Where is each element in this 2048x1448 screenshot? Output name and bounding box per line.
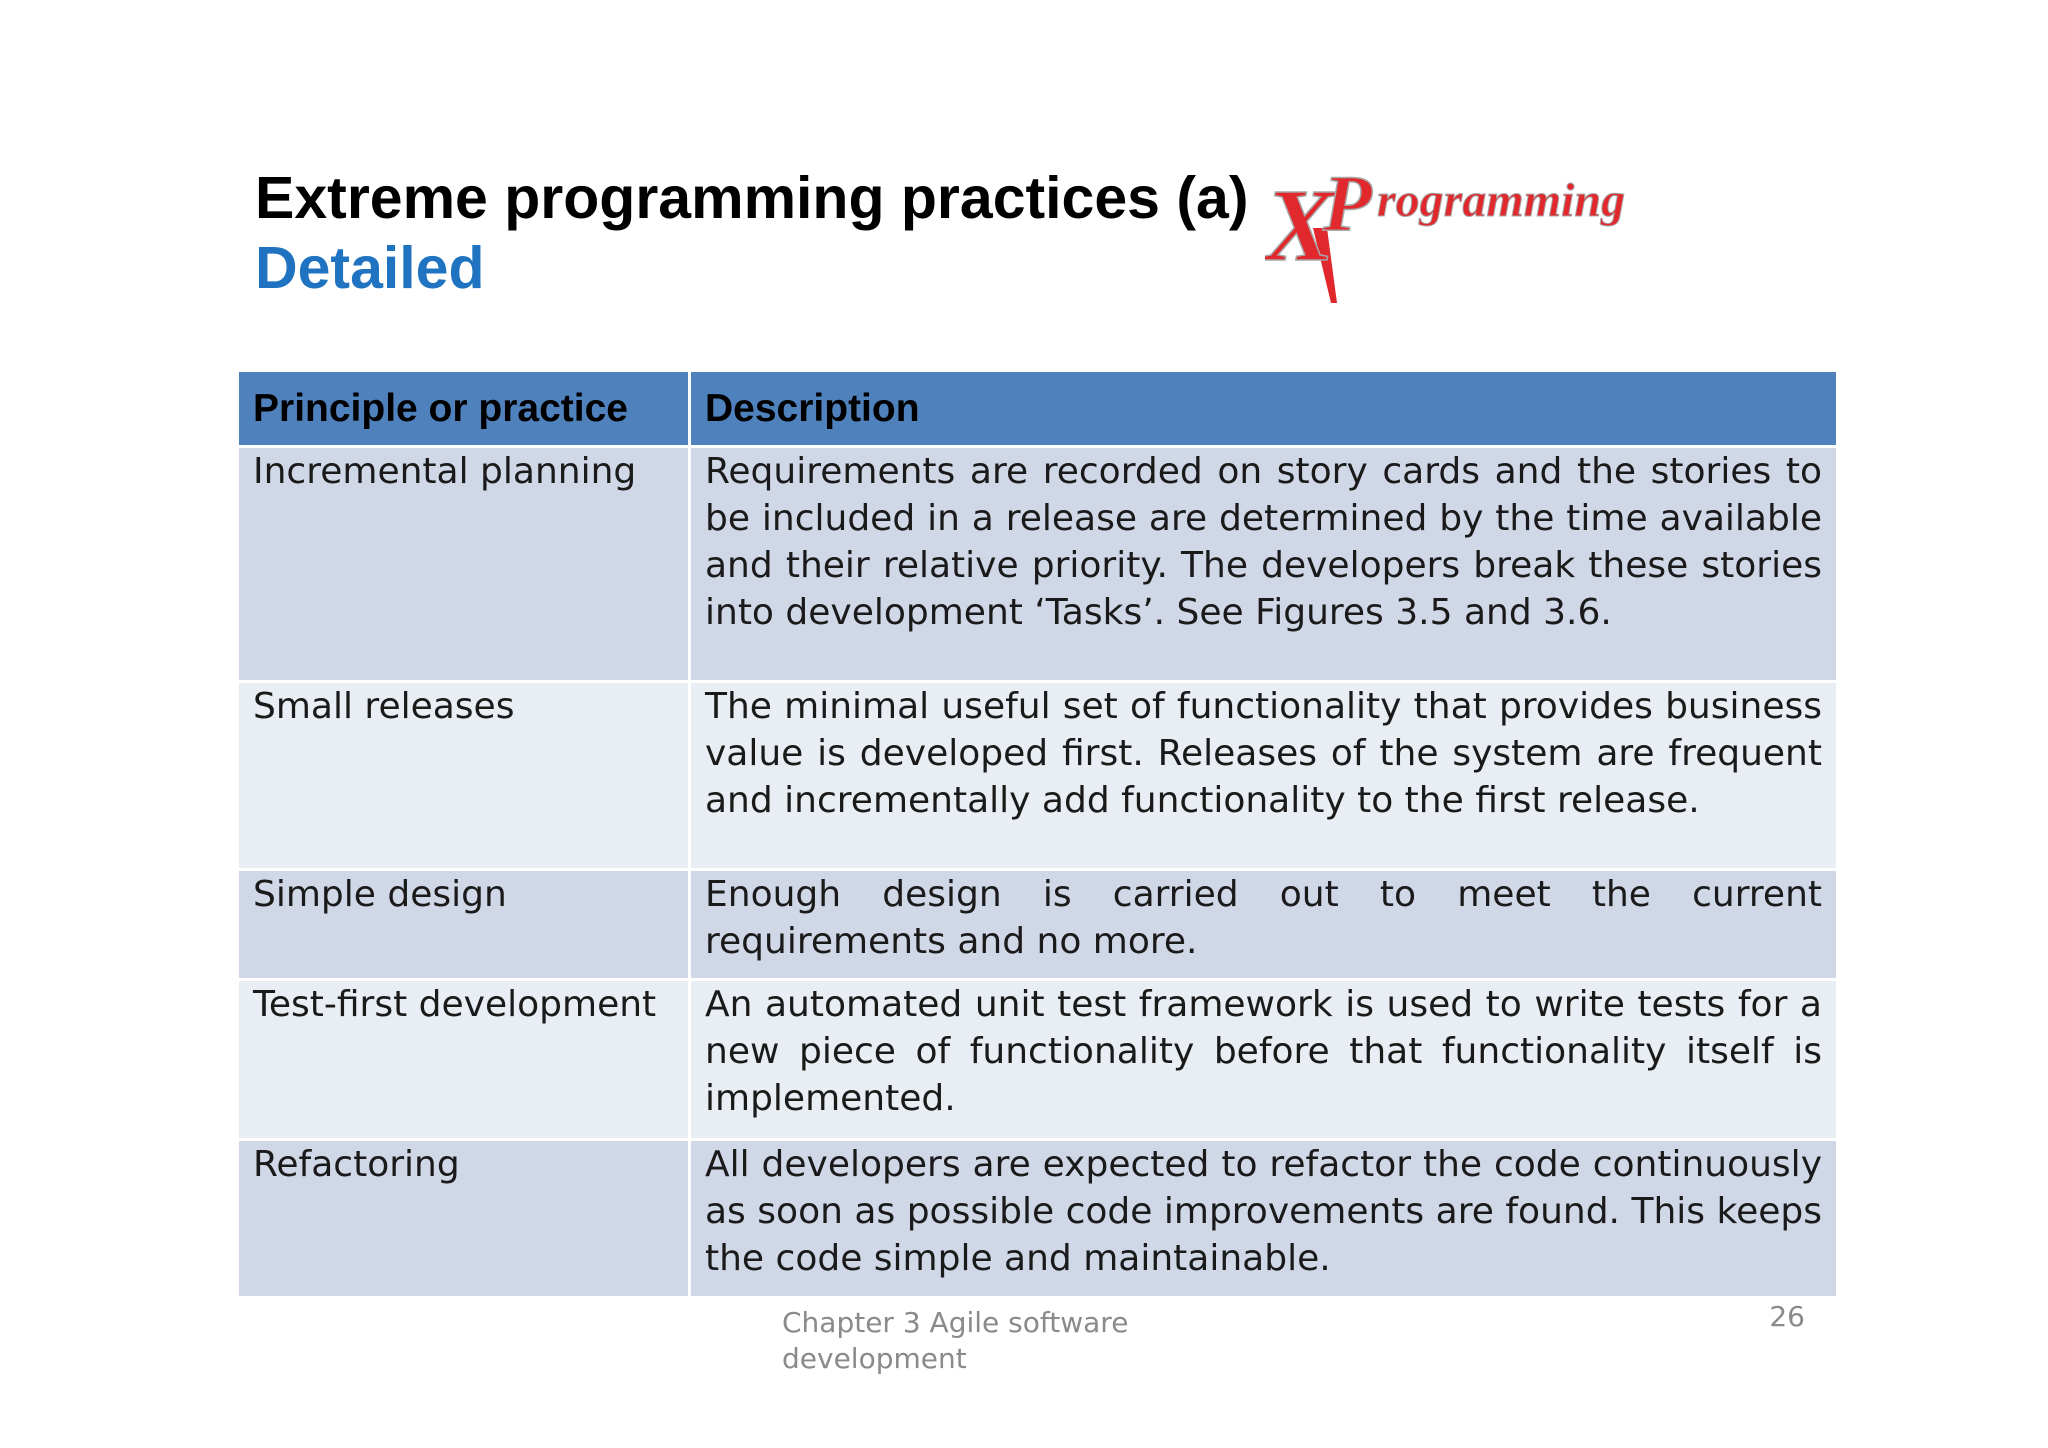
logo-wordmark: rogramming [1377,174,1626,227]
slide-subtitle: Detailed [255,235,485,301]
description-cell: Enough design is carried out to meet the current requirements and no more. [690,870,1838,980]
principle-cell: Incremental planning [238,447,690,682]
header-principle: Principle or practice [238,371,690,447]
principle-cell: Refactoring [238,1140,690,1298]
slide-title: Extreme programming practices (a) [255,165,1249,231]
description-cell: The minimal useful set of functionality that provides business value is developed first. Releases of the system are frequent and incrementally add functionality to the first release. [690,682,1838,870]
table-row [238,870,1838,980]
page-number: 26 [1769,1300,1805,1333]
description-cell: All developers are expected to refactor the code continuously as soon as possible code improvements are found. This keeps the code simple and maintainable. [690,1140,1838,1298]
logo-letter-x: X [1265,168,1335,283]
logo-letter-p: P [1323,168,1372,248]
principle-cell: Simple design [238,870,690,980]
table-row [238,1140,1838,1298]
xprogramming-logo-icon [1265,168,1645,310]
principle-cell: Test-first development [238,980,690,1140]
description-cell: An automated unit test framework is used to write tests for a new piece of functionality before that functionality itself is implemented. [690,980,1838,1140]
description-cell: Requirements are recorded on story cards and the stories to be included in a release are determined by the time available and their relative priority. The developers break these stories into development ‘Tasks’. See Figures 3.5 and 3.6. [690,447,1838,682]
practices-table [236,369,1839,1299]
principle-cell: Small releases [238,682,690,870]
slide-footer: Chapter 3 Agile software development [782,1306,1129,1375]
table-row [238,682,1838,870]
table-row [238,980,1838,1140]
table-row [238,447,1838,682]
header-description: Description [690,371,1838,447]
table-header-row [238,371,1838,447]
